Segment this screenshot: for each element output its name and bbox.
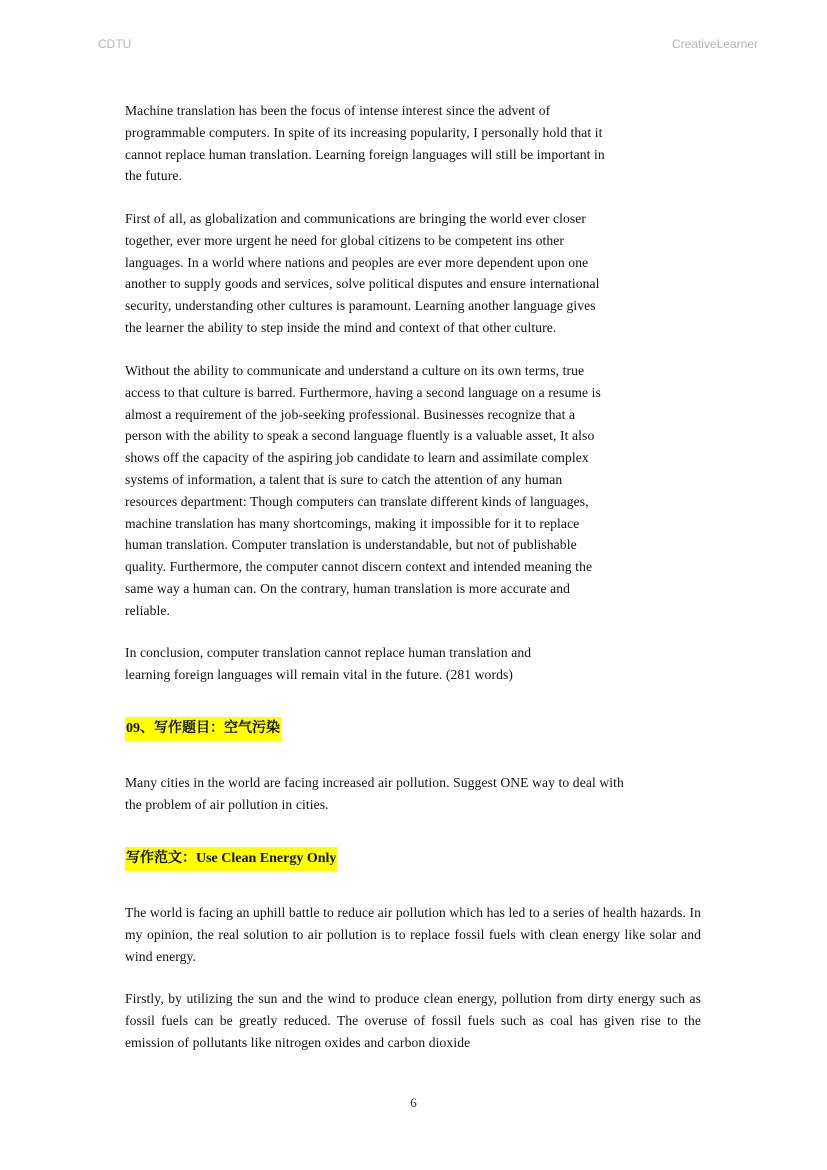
topic-heading: 09、写作题目：空气污染 xyxy=(125,717,281,741)
sample-paragraph: The world is facing an uphill battle to reduce air pollution which has led to a series of health hazards. In my opinion, the real solution to air pollution is to replace fossil fuels with clean energy like solar and wind energy. xyxy=(125,905,701,964)
topic-prompt xyxy=(125,772,705,816)
essay-paragraph-2 xyxy=(125,208,705,339)
essay-paragraph-4 xyxy=(125,642,705,686)
sample-heading: 写作范文：Use Clean Energy Only xyxy=(125,847,337,871)
essay-paragraph: In conclusion, computer translation cannot replace human translation and learning foreign languages will remain vital in the future. (281 words) xyxy=(125,645,532,682)
sample-paragraph: Firstly, by utilizing the sun and the wind to produce clean energy, pollution from dirty energy such as fossil fuels can be greatly reduced. The overuse of fossil fuels such as coal has given rise to the emission of pollutants like nitrogen oxides and carbon dioxide xyxy=(125,991,701,1050)
header-right-text: CreativeLearner xyxy=(671,37,758,51)
essay-paragraph: Without the ability to communicate and understand a culture on its own terms, true access to that culture is barred. Furthermore, having a second language on a resume is almost a requirement of the job-seeking professional. Businesses recognize that a person with the ability to speak a second language fluently is a valuable asset, It also shows off the capacity of the aspiring job candidate to learn and assimilate complex systems of information, a talent that is sure to catch the attention of any human resources department: Though computers can translate different kinds of languages, machine translation has many shortcomings, making it impossible for it to replace human translation. Computer translation is understandable, but not of publishable quality. Furthermore, the computer cannot discern context and intended meaning the same way a human can. On the contrary, human translation is more accurate and reliable. xyxy=(125,363,601,618)
sample-paragraph-1 xyxy=(125,902,701,967)
sample-paragraph-2 xyxy=(125,988,701,1053)
page-header xyxy=(0,37,827,53)
essay-paragraph: First of all, as globalization and communications are bringing the world ever closer together, ever more urgent he need for global citizens to be competent ins other languages. In a world where nations and peoples are ever more dependent upon one another to supply goods and services, solve political disputes and ensure international security, understanding other cultures is paramount. Learning another language gives the learner the ability to step inside the mind and context of that other culture. xyxy=(125,211,600,335)
essay-paragraph-1 xyxy=(125,100,705,187)
topic-prompt-text: Many cities in the world are facing increased air pollution. Suggest ONE way to deal with the problem of air pollution in cities. xyxy=(125,775,624,812)
essay-paragraph-3 xyxy=(125,360,705,622)
page-number: 6 xyxy=(410,1095,417,1110)
header-left-text: CDTU xyxy=(98,37,132,51)
essay-paragraph: Machine translation has been the focus of intense interest since the advent of programmable computers. In spite of its increasing popularity, I personally hold that it cannot replace human translation. Learning foreign languages will still be important in the future. xyxy=(125,103,605,184)
